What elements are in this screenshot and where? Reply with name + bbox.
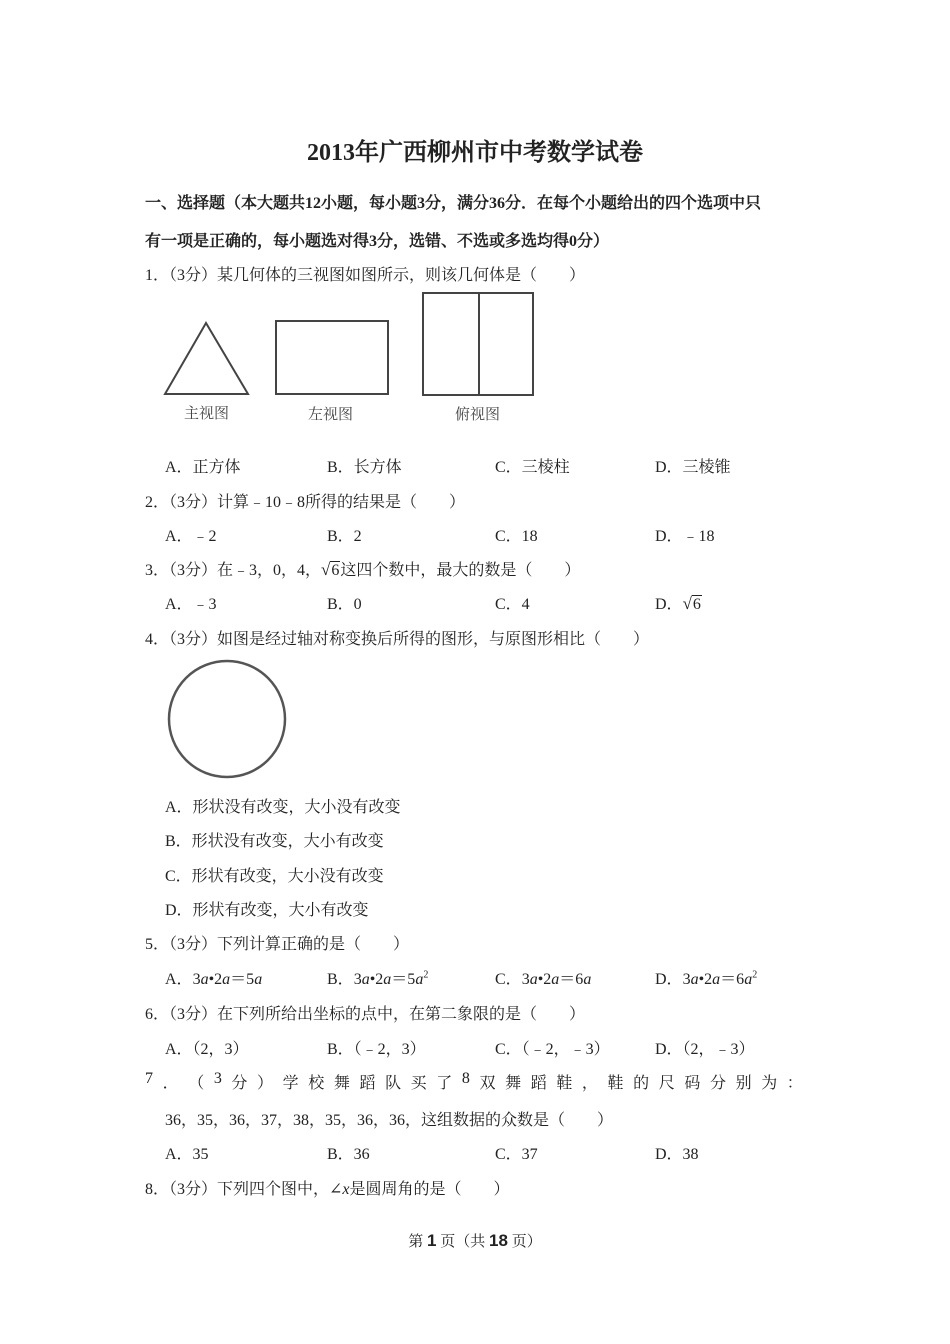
q1-option-a: A．正方体 bbox=[165, 459, 241, 476]
side-view-label: 左视图 bbox=[308, 406, 354, 423]
q7-line1-char: 舞 bbox=[333, 1075, 350, 1092]
q7-line1-char: 学 bbox=[282, 1075, 299, 1092]
q5-option-b: B．$3a•2a=5a^2$ bbox=[327, 969, 429, 988]
q6-option-d: D．（2，﹣3） bbox=[655, 1041, 755, 1058]
q7-line1-char: 3 bbox=[213, 1070, 222, 1087]
q6-option-c: C．（﹣2，﹣3） bbox=[495, 1041, 610, 1058]
q4-option-d: D．形状有改变，大小有改变 bbox=[165, 902, 369, 919]
section-heading-line1: 一、选择题（本大题共12小题，每小题3分，满分36分．在每个小题给出的四个选项中只 bbox=[145, 195, 762, 212]
q5-option-c: C．3a•2a＝6a bbox=[495, 971, 592, 988]
q5-option-a: A．3a•2a＝5a bbox=[165, 971, 263, 988]
q7-line1-char: 了 bbox=[436, 1075, 453, 1092]
q7-line1-char: ） bbox=[257, 1075, 274, 1092]
q4-option-c: C．形状有改变，大小没有改变 bbox=[165, 868, 384, 885]
q7-line1-char: 的 bbox=[633, 1075, 650, 1092]
q7-option-b: B．36 bbox=[327, 1146, 370, 1163]
q2-option-a: A．﹣2 bbox=[165, 528, 217, 545]
question-4-text: 4．（3分）如图是经过轴对称变换后所得的图形，与原图形相比（ ） bbox=[145, 631, 650, 648]
question-8-text: 8．（3分）下列四个图中，∠x是圆周角的是（ ） bbox=[145, 1181, 510, 1198]
question-7-line2: 36，35，36，37，38，35，36，36，这组数据的众数是（ ） bbox=[165, 1112, 614, 1129]
front-view-triangle bbox=[165, 323, 248, 394]
question-2-text: 2．（3分）计算﹣10﹣8所得的结果是（ ） bbox=[145, 494, 466, 511]
q7-option-c: C．37 bbox=[495, 1146, 538, 1163]
question-3-text bbox=[145, 557, 580, 580]
q3-option-b: B．0 bbox=[327, 596, 362, 613]
q2-option-c: C．18 bbox=[495, 528, 538, 545]
q7-line1-char: 分 bbox=[231, 1075, 248, 1092]
q7-option-a: A．35 bbox=[165, 1146, 209, 1163]
q7-line1-char: ， bbox=[581, 1075, 598, 1092]
front-view-label: 主视图 bbox=[184, 405, 230, 422]
page-title: 2013年广西柳州市中考数学试卷 bbox=[307, 140, 643, 166]
q3-option-d bbox=[655, 591, 702, 614]
sqrt-symbol: √6 bbox=[321, 560, 340, 579]
q6-option-b: B．（﹣2，3） bbox=[327, 1041, 426, 1058]
q3-option-c: C．4 bbox=[495, 596, 530, 613]
q7-line1-char: 鞋 bbox=[556, 1075, 573, 1092]
q7-line1-char: 为 bbox=[761, 1075, 778, 1092]
q7-option-d: D．38 bbox=[655, 1146, 699, 1163]
q3-text-part2: 这四个数中，最大的数是（ ） bbox=[340, 562, 581, 579]
q7-line1-char: 校 bbox=[308, 1075, 325, 1092]
q7-line1-char: 分 bbox=[709, 1075, 726, 1092]
sqrt-symbol: √6 bbox=[682, 594, 701, 613]
q7-line1-char: 舞 bbox=[505, 1075, 522, 1092]
circle-figure bbox=[160, 655, 295, 785]
q7-line1-char: 队 bbox=[385, 1075, 402, 1092]
q7-line1-char: 别 bbox=[735, 1075, 752, 1092]
q5-option-d: D．$3a•2a=6a^2$ bbox=[655, 969, 758, 988]
page-total: 18 bbox=[489, 1231, 508, 1250]
q6-option-a: A．（2，3） bbox=[165, 1041, 249, 1058]
circle-shape bbox=[169, 661, 285, 777]
q7-line1-char: 双 bbox=[479, 1075, 496, 1092]
q7-line1-char: 7 bbox=[145, 1070, 153, 1087]
q3-option-d-label: D． bbox=[655, 596, 683, 613]
q1-option-d: D．三棱锥 bbox=[655, 459, 731, 476]
q2-option-b: B．2 bbox=[327, 528, 362, 545]
page-number: 1 bbox=[427, 1231, 437, 1250]
section-heading-line2: 有一项是正确的，每小题选对得3分，选错、不选或多选均得0分） bbox=[145, 233, 610, 250]
top-view-label: 俯视图 bbox=[455, 406, 501, 423]
q1-option-c: C．三棱柱 bbox=[495, 459, 570, 476]
sqrt-radicand: 6 bbox=[692, 596, 701, 613]
q7-line1-char: 买 bbox=[410, 1075, 427, 1092]
q7-line1-char: ． bbox=[162, 1075, 179, 1092]
q7-line1-char: 8 bbox=[461, 1070, 470, 1087]
side-view-rectangle bbox=[276, 321, 388, 394]
q2-option-d: D．﹣18 bbox=[655, 528, 715, 545]
q7-line1-char: 尺 bbox=[658, 1075, 675, 1092]
question-5-text: 5．（3分）下列计算正确的是（ ） bbox=[145, 936, 410, 953]
q4-option-a: A．形状没有改变，大小没有改变 bbox=[165, 799, 401, 816]
page-footer: 第 1 页（共 18 页） bbox=[408, 1231, 542, 1250]
question-1-text: 1．（3分）某几何体的三视图如图所示，则该几何体是（ ） bbox=[145, 267, 586, 284]
q7-line1-char: 蹈 bbox=[530, 1075, 547, 1092]
q7-line1-char: 码 bbox=[684, 1075, 701, 1092]
q1-option-b: B．长方体 bbox=[327, 459, 402, 476]
question-6-text: 6．（3分）在下列所给出坐标的点中，在第二象限的是（ ） bbox=[145, 1006, 586, 1023]
q4-option-b: B．形状没有改变，大小有改变 bbox=[165, 833, 384, 850]
sqrt-radicand: 6 bbox=[331, 562, 340, 579]
q3-option-a: A．﹣3 bbox=[165, 596, 217, 613]
q7-line1-char: 鞋 bbox=[607, 1075, 624, 1092]
q7-line1-char: ： bbox=[786, 1075, 803, 1092]
q7-line1-char: （ bbox=[188, 1075, 205, 1092]
q7-line1-char: 蹈 bbox=[359, 1075, 376, 1092]
q3-text-part1: 3．（3分）在﹣3，0，4， bbox=[145, 562, 322, 579]
question-7-line1 bbox=[145, 1070, 803, 1093]
